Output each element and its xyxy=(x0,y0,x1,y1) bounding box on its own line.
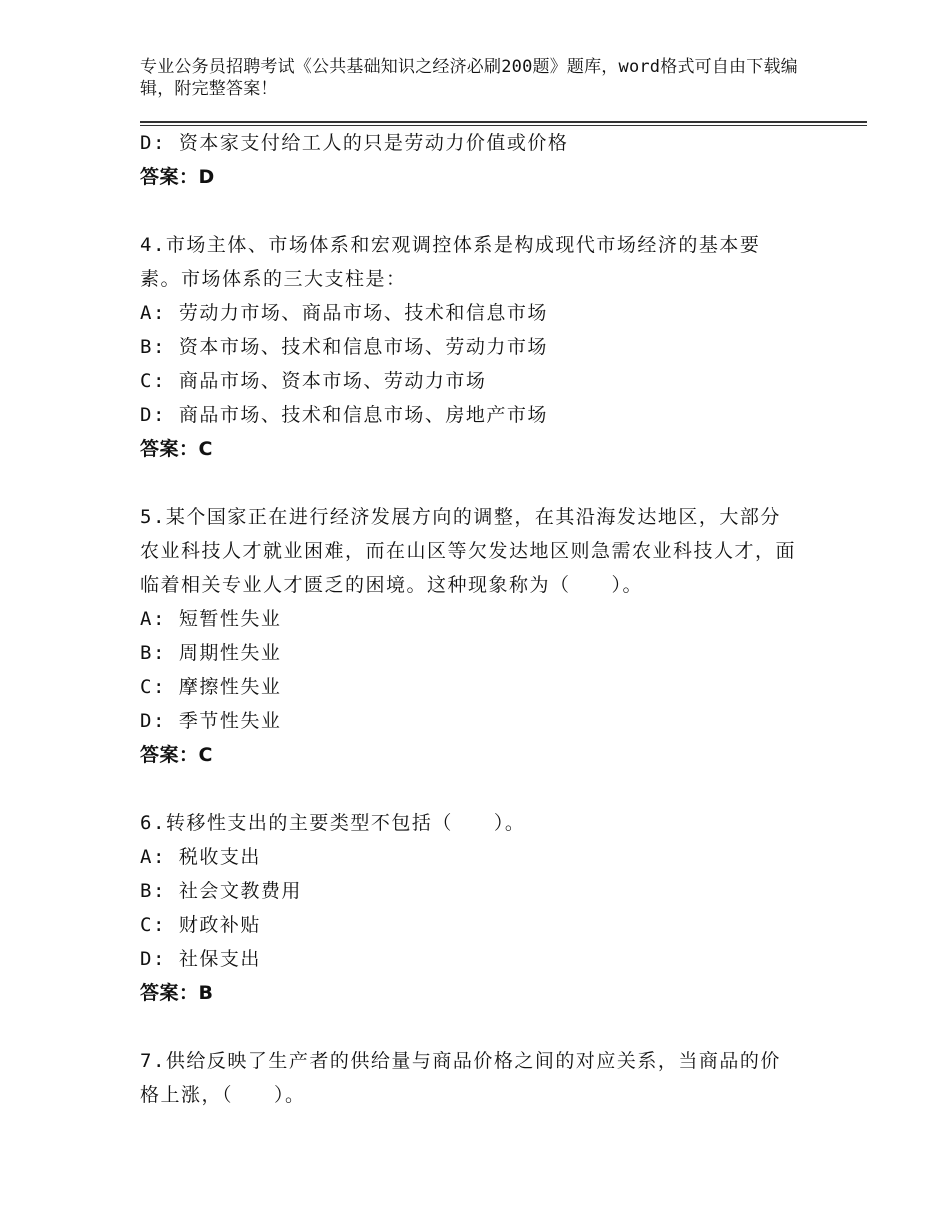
question-6-option-c: C: 财政补贴 xyxy=(140,914,261,936)
question-5-option-d: D: 季节性失业 xyxy=(140,710,282,732)
question-6-answer: 答案：B xyxy=(140,982,214,1004)
document-content xyxy=(140,126,870,1112)
question-4-option-b: B: 资本市场、技术和信息市场、劳动力市场 xyxy=(140,336,548,358)
spacer xyxy=(140,772,870,806)
question-5-option-b: B: 周期性失业 xyxy=(140,642,282,664)
document-page xyxy=(140,0,870,1230)
prev-option-d: D: 资本家支付给工人的只是劳动力价值或价格 xyxy=(140,132,569,154)
question-5-option-a: A: 短暂性失业 xyxy=(140,608,282,630)
prev-answer: 答案：D xyxy=(140,166,215,188)
spacer xyxy=(140,1010,870,1044)
question-7-stem: 7.供给反映了生产者的供给量与商品价格之间的对应关系，当商品的价格上涨，（ ）。 xyxy=(140,1050,781,1106)
question-4-option-d: D: 商品市场、技术和信息市场、房地产市场 xyxy=(140,404,548,426)
question-4-option-c: C: 商品市场、资本市场、劳动力市场 xyxy=(140,370,487,392)
spacer xyxy=(140,466,870,500)
question-6-option-b: B: 社会文教费用 xyxy=(140,880,302,902)
spacer xyxy=(140,194,870,228)
question-4-option-a: A: 劳动力市场、商品市场、技术和信息市场 xyxy=(140,302,548,324)
document-header: 专业公务员招聘考试《公共基础知识之经济必刷200题》题库，word格式可自由下载编辑，附完整答案！ xyxy=(140,57,798,99)
header-rule-thick xyxy=(140,121,867,123)
question-5-option-c: C: 摩擦性失业 xyxy=(140,676,282,698)
question-6-stem: 6.转移性支出的主要类型不包括（ ）。 xyxy=(140,812,526,834)
question-4-answer: 答案：C xyxy=(140,438,213,460)
question-5-stem: 5.某个国家正在进行经济发展方向的调整，在其沿海发达地区，大部分农业科技人才就业困难，而在山区等欠发达地区则急需农业科技人才，面临着相关专业人才匮乏的困境。这种现象称为（ ）。 xyxy=(140,506,797,596)
question-4-stem: 4.市场主体、市场体系和宏观调控体系是构成现代市场经济的基本要素。市场体系的三大支柱是： xyxy=(140,234,761,290)
question-6-option-a: A: 税收支出 xyxy=(140,846,261,868)
question-6-option-d: D: 社保支出 xyxy=(140,948,261,970)
question-5-answer: 答案：C xyxy=(140,744,213,766)
